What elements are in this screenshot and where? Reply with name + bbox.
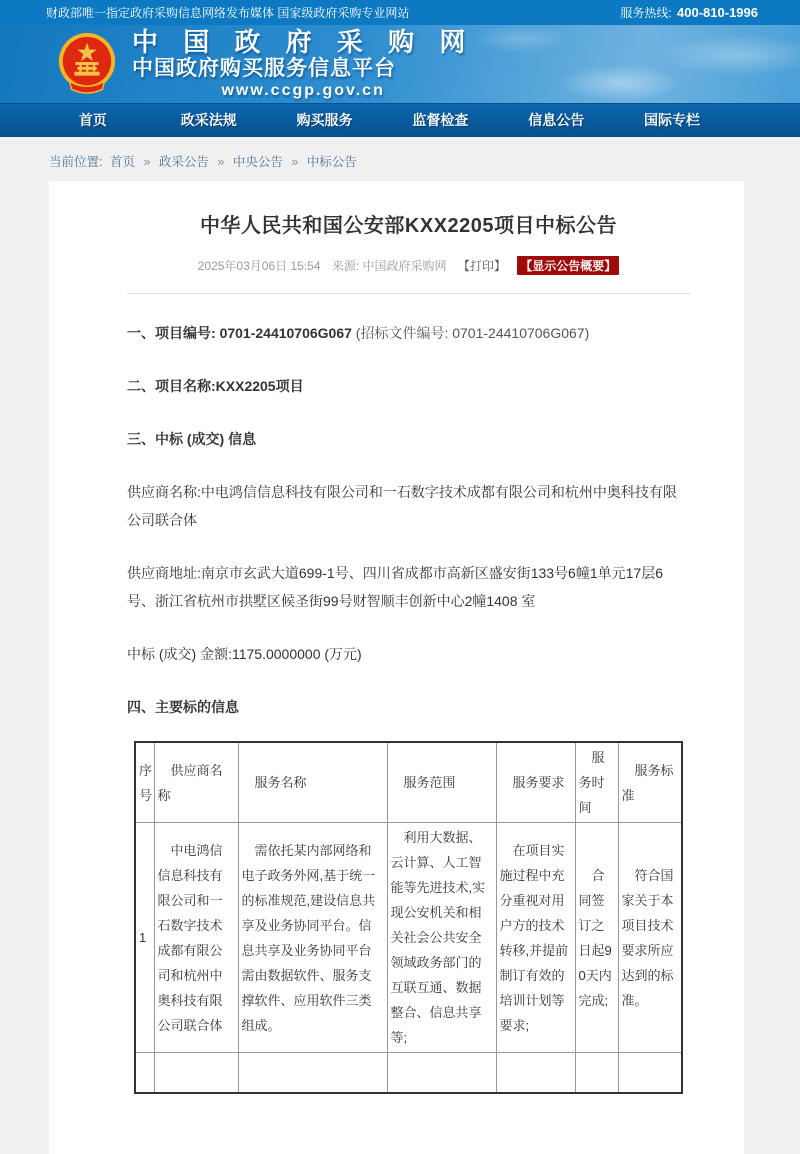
breadcrumb-separator: »: [217, 155, 225, 169]
supplier-name-line: 供应商名称:中电鸿信信息科技有限公司和一石数字技术成都有限公司和杭州中奥科技有限公司联合体: [127, 484, 677, 528]
article-body: [127, 319, 690, 1094]
supplier-address-line: 供应商地址:南京市玄武大道699-1号、四川省成都市高新区盛安街133号6幢1单元17层6号、浙江省杭州市拱墅区候圣街99号财智顺丰创新中心2幢1408 室: [127, 565, 663, 609]
cell-service-standard: [618, 1053, 682, 1093]
site-header: [0, 25, 800, 103]
breadcrumb: [49, 152, 800, 170]
divider: [127, 293, 690, 294]
article-panel: [49, 181, 744, 1154]
breadcrumb-award-notices[interactable]: 中标公告: [306, 155, 357, 169]
top-strip: [0, 0, 800, 25]
breadcrumb-procurement-notices[interactable]: 政采公告: [158, 155, 209, 169]
table-row: [135, 823, 682, 1053]
nav-item-international[interactable]: 国际专栏: [644, 112, 701, 128]
cell-service-requirements: [496, 1053, 575, 1093]
hotline-number: 400-810-1996: [677, 5, 758, 20]
logo-text-block: [132, 28, 474, 101]
table-header-row: [135, 742, 682, 823]
breadcrumb-label: 当前位置:: [49, 155, 103, 169]
page-title: 中华人民共和国公安部KXX2205项目中标公告: [199, 215, 618, 237]
nav-item-home[interactable]: 首页: [78, 112, 107, 128]
section-award-info: 三、中标 (成交) 信息: [127, 431, 257, 447]
project-number-value: 0701-24410706G067: [219, 325, 352, 341]
nav-item-announcements[interactable]: 信息公告: [528, 112, 585, 128]
col-header-service-standard: 服务标准: [618, 742, 682, 823]
site-subtitle: 中国政府购买服务信息平台: [132, 56, 396, 80]
hotline-label: 服务热线:: [620, 6, 672, 20]
site-slogan: 财政部唯一指定政府采购信息网络发布媒体 国家级政府采购专业网站: [46, 6, 410, 20]
breadcrumb-separator: »: [291, 155, 299, 169]
nav-item-purchase-services[interactable]: 购买服务: [296, 112, 353, 128]
cell-service-standard: 符合国家关于本项目技术要求所应达到的标准。: [618, 823, 682, 1053]
print-button[interactable]: 【打印】: [457, 259, 506, 273]
show-summary-button[interactable]: 【显示公告概要】: [517, 256, 619, 275]
col-header-index: 序号: [135, 742, 154, 823]
section-main-lot-info: 四、主要标的信息: [127, 699, 239, 715]
col-header-service-name: 服务名称: [238, 742, 387, 823]
publish-date: 2025年03月06日 15:54: [197, 259, 321, 273]
national-emblem-icon: [56, 31, 118, 97]
cell-service-name: [238, 1053, 387, 1093]
cell-supplier: [154, 1053, 238, 1093]
site-url: www.ccgp.gov.cn: [221, 81, 385, 99]
source-value: 中国政府采购网: [362, 259, 447, 273]
cell-service-scope: 利用大数据、云计算、人工智能等先进技术,实现公安机关和相关社会公共安全领域政务部门的互联互通、数据整合、信息共享等;: [387, 823, 496, 1053]
col-header-service-scope: 服务范围: [387, 742, 496, 823]
cell-supplier: 中电鸿信信息科技有限公司和一石数字技术成都有限公司和杭州中奥科技有限公司联合体: [154, 823, 238, 1053]
cell-service-name: 需依托某内部网络和电子政务外网,基于统一的标准规范,建设信息共享及业务协同平台。信息共享及业务协同平台需由数据软件、服务支撑软件、应用软件三类组成。: [238, 823, 387, 1053]
col-header-service-time: 服务时间: [575, 742, 618, 823]
tender-doc-number: (招标文件编号: 0701-24410706G067): [355, 325, 590, 341]
cell-service-time: [575, 1053, 618, 1093]
main-nav: [0, 103, 800, 137]
award-amount-line: 中标 (成交) 金额:1175.0000000 (万元): [127, 646, 362, 662]
project-number-label: 一、项目编号:: [127, 325, 216, 341]
lot-info-table: [134, 741, 683, 1094]
service-hotline: [620, 4, 758, 21]
cell-index: 1: [135, 823, 154, 1053]
cell-service-scope: [387, 1053, 496, 1093]
article-meta: [127, 256, 690, 275]
col-header-supplier: 供应商名称: [154, 742, 238, 823]
table-row-empty: [135, 1053, 682, 1093]
nav-item-regulations[interactable]: 政采法规: [180, 112, 237, 128]
col-header-service-requirements: 服务要求: [496, 742, 575, 823]
nav-item-supervision[interactable]: 监督检查: [412, 112, 469, 128]
cell-service-time: 合同签订之日起90天内完成;: [575, 823, 618, 1053]
section-project-name: 二、项目名称:KXX2205项目: [127, 378, 304, 394]
site-name: 中 国 政 府 采 购 网: [132, 26, 475, 57]
source-label: 来源:: [331, 259, 360, 273]
breadcrumb-separator: »: [143, 155, 151, 169]
breadcrumb-home[interactable]: 首页: [109, 155, 135, 169]
cell-service-requirements: 在项目实施过程中充分重视对用户方的技术转移,并提前制订有效的培训计划等要求;: [496, 823, 575, 1053]
cell-index: [135, 1053, 154, 1093]
breadcrumb-central-notices[interactable]: 中央公告: [232, 155, 283, 169]
section-project-number: [127, 319, 690, 347]
